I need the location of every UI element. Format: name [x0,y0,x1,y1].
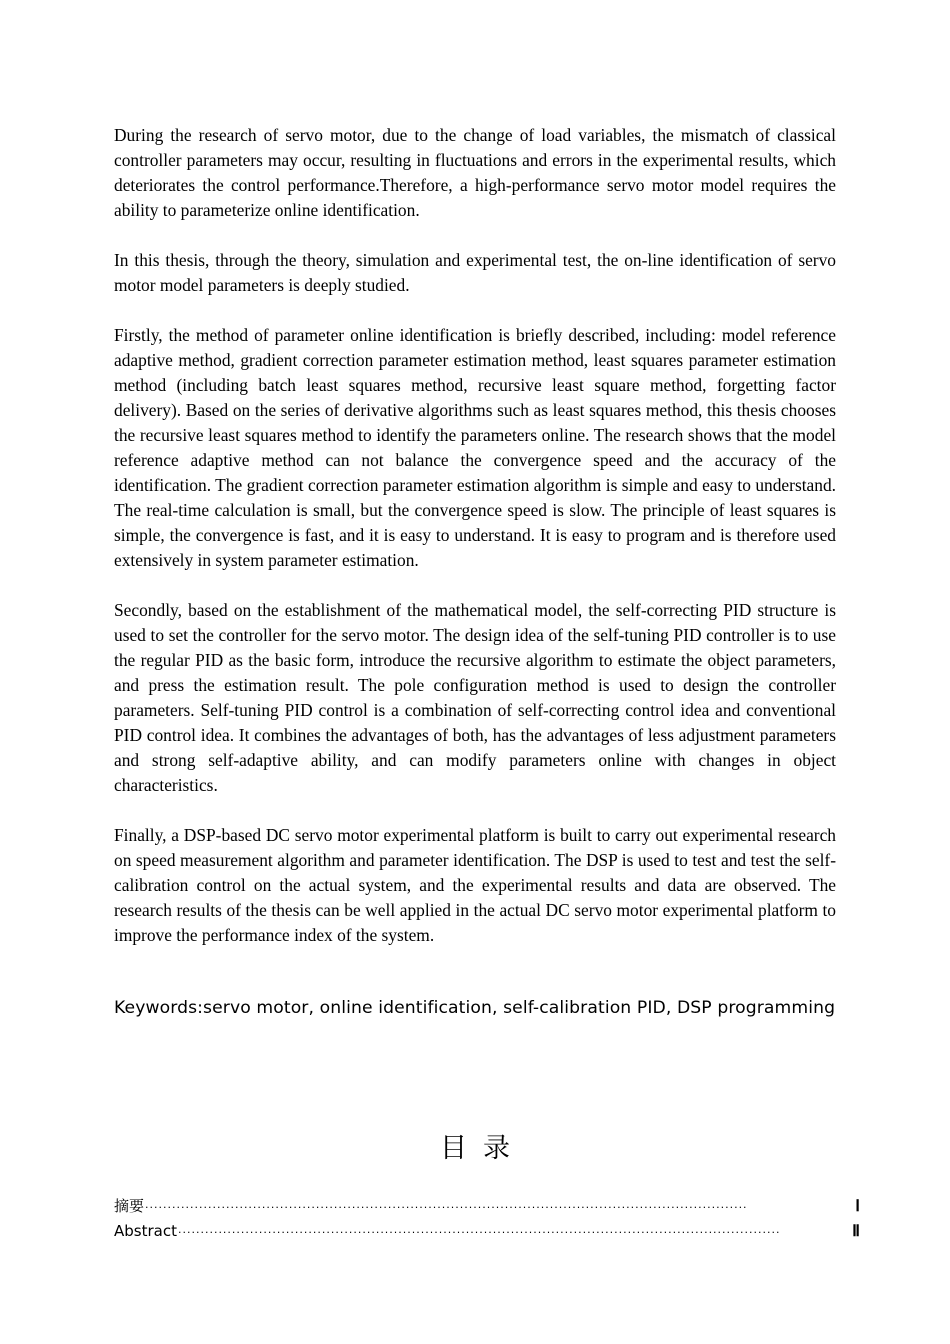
toc-title-char-1: 目 [440,1133,483,1164]
abstract-body [114,123,836,1021]
toc-entry-page: Ⅱ [852,1223,860,1240]
toc-entry[interactable] [114,1194,860,1219]
abstract-paragraph-5: Finally, a DSP-based DC servo motor experimental platform is built to carry out experimental research on speed measurement algorithm and parameter identification. The DSP is used to test and test the self-calibration control on the actual system, and the experimental results and data are observed. The research results of the thesis can be well applied in the actual DC servo motor experimental platform to improve the performance index of the system. [114,825,836,945]
toc-entry-label[interactable]: 摘要 [114,1197,145,1215]
keywords: Keywords:servo motor, online identification, self-calibration PID, DSP programming [114,998,836,1018]
toc-entry[interactable] [114,1219,860,1244]
abstract-paragraph-2: In this thesis, through the theory, simulation and experimental test, the on-line identification of servo motor model parameters is deeply studied. [114,250,836,295]
abstract-paragraph-4: Secondly, based on the establishment of the mathematical model, the self-correcting PID structure is used to set the controller for the servo motor. The design idea of the self-tuning PID controller is to use the regular PID as the basic form, introduce the recursive algorithm to estimate the object parameters, and press the estimation result. The pole configuration method is used to design the controller parameters. Self-tuning PID control is a combination of self-correcting control idea and conventional PID control idea. It combines the advantages of both, has the advantages of less adjustment parameters and strong self-adaptive ability, and can modify parameters online with changes in object characteristics. [114,600,836,795]
toc-title-char-2: 录 [483,1133,526,1164]
abstract-paragraph-1: During the research of servo motor, due to the change of load variables, the mismatch of classical controller parameters may occur, resulting in fluctuations and errors in the experimental results, which deteriorates the control performance.Therefore, a high-performance servo motor model requires the ability to parameterize online identification. [114,125,836,220]
table-of-contents [114,1194,860,1244]
toc-title [0,1126,950,1165]
toc-entry-page: Ⅰ [855,1198,860,1215]
toc-dot-leader: ······································································································································ [145,1201,748,1214]
toc-dot-leader: ······································································································································ [177,1226,781,1239]
abstract-paragraph-3: Firstly, the method of parameter online identification is briefly described, including: model reference adaptive method, gradient correction parameter estimation method, least squares parameter estimation method (including batch least squares method, recursive least square method, forgetting factor delivery). Based on the series of derivative algorithms such as least squares method, this thesis chooses the recursive least squares method to identify the parameters online. The research shows that the model reference adaptive method can not balance the convergence speed and the accuracy of the identification. The gradient correction parameter estimation algorithm is simple and easy to understand. The real-time calculation is small, but the convergence speed is slow. The principle of least squares is simple, the convergence is fast, and it is easy to understand. It is easy to program and is therefore used extensively in system parameter estimation. [114,325,836,570]
toc-entry-label[interactable]: Abstract [114,1222,177,1240]
